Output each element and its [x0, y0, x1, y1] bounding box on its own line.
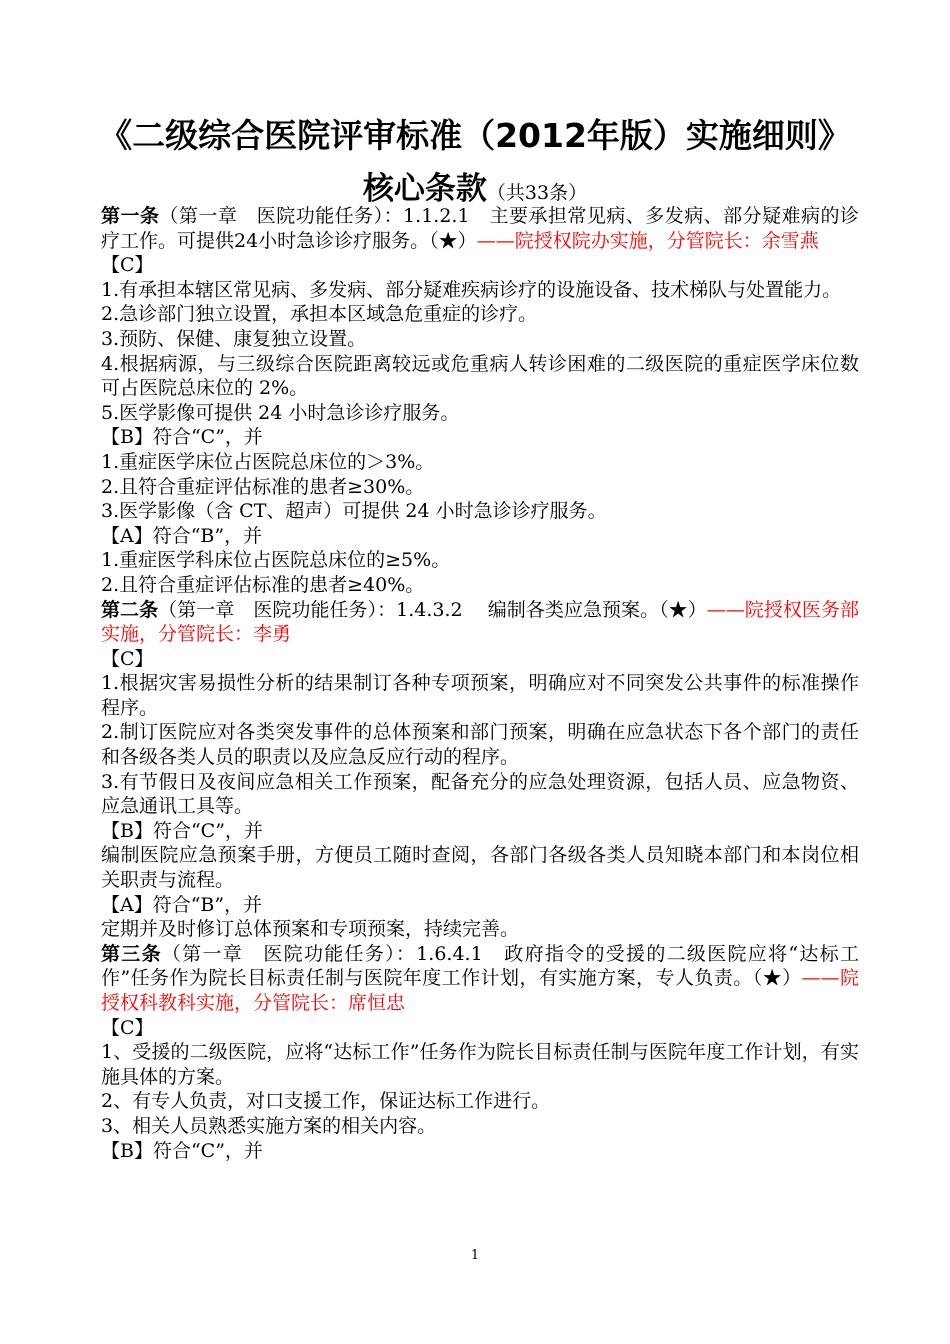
section-assignment: ——院授权院办实施，分管院长：余雪燕 — [476, 229, 819, 252]
section-assignment: ——院授权科教科实施，分管院长：席恒忠 — [101, 967, 859, 1014]
criterion-line: 1.根据灾害易损性分析的结果制订各种专项预案，明确应对不同突发公共事件的标准操作程序。 — [101, 672, 859, 719]
subtitle-text: 核心条款 — [362, 171, 487, 207]
document-subtitle — [0, 163, 950, 208]
section-chapter: （第一章 医院功能任务）：1.6.4.1 政府指令的受援的二级医院应将“达标工作”任务作为院长目标责任制与医院年度工作计划，有实施方案，专人负责。（★） — [101, 942, 859, 990]
grade-c-heading: 【C】 — [101, 254, 154, 277]
criterion-line: 1.有承担本辖区常见病、多发病、部分疑难疾病诊疗的设施设备、技术梯队与处置能力。 — [101, 278, 842, 301]
criterion-line: 1.重症医学科床位占医院总床位的≥5%。 — [101, 549, 451, 572]
grade-b-heading: 【B】符合“C”，并 — [101, 1139, 263, 1162]
section-assignment: ——院授权医务部实施，分管院长：李勇 — [101, 598, 859, 646]
criterion-line: 5.医学影像可提供 24 小时急诊诊疗服务。 — [101, 401, 460, 424]
criterion-line: 4.根据病源，与三级综合医院距离较远或危重病人转诊困难的二级医院的重症医学床位数可占医院总床位的 2%。 — [101, 352, 859, 400]
criterion-line: 3.有节假日及夜间应急相关工作预案，配备充分的应急处理资源，包括人员、应急物资、应急通讯工具等。 — [101, 770, 859, 818]
section-chapter: （第一章 医院功能任务）：1.4.3.2 编制各类应急预案。（★） — [158, 598, 707, 621]
criterion-line: 1.重症医学床位占医院总床位的＞3%。 — [101, 450, 435, 473]
criterion-line: 3.医学影像（含 CT、超声）可提供 24 小时急诊诊疗服务。 — [101, 500, 607, 523]
grade-a-heading: 【A】符合“B”，并 — [101, 524, 263, 547]
grade-b-heading: 【B】符合“C”，并 — [101, 426, 263, 449]
criterion-line: 2.制订医院应对各类突发事件的总体预案和部门预案，明确在应急状态下各个部门的责任和各级各类人员的职责以及应急反应行动的程序。 — [101, 721, 859, 769]
criterion-line: 2.且符合重症评估标准的患者≥40%。 — [101, 573, 425, 596]
section-label: 第三条 — [101, 942, 162, 965]
grade-a-heading: 【A】符合“B”，并 — [101, 893, 263, 916]
subtitle-note: （共33条） — [486, 182, 588, 204]
document-body — [101, 204, 859, 1163]
criterion-line: 3.预防、保健、康复独立设置。 — [101, 327, 367, 350]
document-title: 《二级综合医院评审标准（2012年版）实施细则》 — [99, 116, 851, 155]
section-label: 第二条 — [101, 598, 159, 621]
criterion-line: 2.且符合重症评估标准的患者≥30%。 — [101, 475, 425, 498]
criterion-line: 定期并及时修订总体预案和专项预案，持续完善。 — [101, 918, 520, 941]
section-label: 第一条 — [101, 205, 160, 227]
criterion-line: 2.急诊部门独立设置，承担本区域急危重症的诊疗。 — [101, 303, 538, 326]
criterion-line: 1、受援的二级医院，应将“达标工作”任务作为院长目标责任制与医院年度工作计划，有实施具体的方案。 — [101, 1041, 859, 1088]
criterion-line: 3、相关人员熟悉实施方案的相关内容。 — [101, 1114, 437, 1137]
page-number: 1 — [470, 1248, 480, 1263]
section-1-heading — [101, 204, 859, 253]
section-chapter: （第一章 医院功能任务）：1.1.2.1 主要承担常见病、多发病、部分疑难病的诊疗工作。可提供24小时急诊诊疗服务。（★） — [101, 205, 859, 252]
grade-b-heading: 【B】符合“C”，并 — [101, 819, 263, 842]
section-2-heading — [101, 598, 859, 647]
criterion-line: 2、有专人负责，对口支援工作，保证达标工作进行。 — [101, 1090, 551, 1113]
grade-c-heading: 【C】 — [101, 647, 154, 670]
section-3-heading — [101, 942, 859, 1016]
criterion-line: 编制医院应急预案手册，方便员工随时查阅，各部门各级各类人员知晓本部门和本岗位相关职责与流程。 — [101, 844, 859, 892]
grade-c-heading: 【C】 — [101, 1016, 154, 1039]
